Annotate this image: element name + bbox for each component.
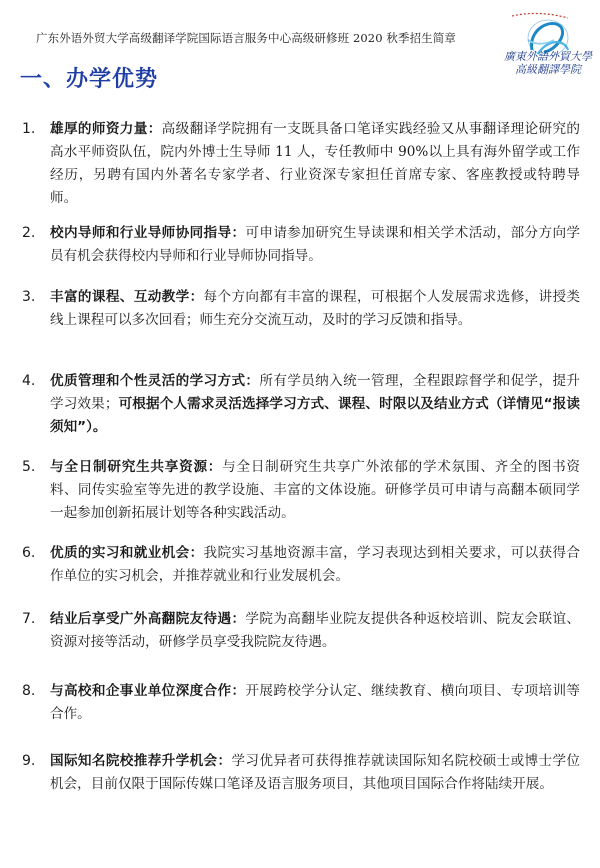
item-lead: 优质管理和个性灵活的学习方式：	[50, 373, 260, 389]
logo-caption-line2: 高級翻譯學院	[515, 63, 581, 76]
item-body	[50, 222, 580, 268]
item-body	[50, 456, 580, 525]
item-lead: 国际知名院校推荐升学机会：	[50, 753, 232, 769]
item-lead: 与全日制研究生共享资源：	[50, 459, 223, 475]
item-body	[50, 370, 580, 439]
item-number: 7.	[22, 611, 36, 627]
item-lead: 校内导师和行业导师协同指导：	[50, 225, 246, 241]
item-text: 每个方向都有丰富的课程，可根据个人发展需求选修，讲授类线上课程可以多次回看；师生充分交流互动，及时的学习反馈和指导。	[50, 289, 581, 328]
item-text: 与全日制研究生共享广外浓郁的学术氛围、齐全的图书资料、同传实验室等先进的教学设施、丰富的文体设施。研修学员可申请与高翻本硕同学一起参加创新拓展计划等各种实践活动。	[50, 459, 581, 521]
item-lead: 结业后享受广外高翻院友待遇：	[50, 611, 246, 627]
item-number: 2.	[22, 225, 36, 241]
item-body	[50, 750, 580, 796]
item-lead: 雄厚的师资力量：	[50, 121, 162, 137]
item-number: 3.	[22, 289, 36, 305]
item-text: 学习优异者可获得推荐就读国际知名院校硕士或博士学位机会，目前仅限于国际传媒口笔译及语言服务项目，其他项目国际合作将陆续开展。	[50, 753, 581, 792]
item-number: 9.	[22, 753, 36, 769]
item-lead: 丰富的课程、互动教学：	[50, 289, 204, 305]
item-body	[50, 608, 580, 654]
section-title: 一、办学优势	[20, 67, 159, 92]
item-text: 学院为高翻毕业院友提供各种返校培训、院友会联谊、资源对接等活动，研修学员享受我院院友待遇。	[50, 611, 581, 650]
header-title: 广东外语外贸大学高级翻译学院国际语言服务中心高级研修班 2020 秋季招生简章	[36, 31, 456, 45]
item-body	[50, 118, 580, 210]
item-text: 可申请参加研究生导读课和相关学术活动，部分方向学员有机会获得校内导师和行业导师协同指导。	[50, 225, 581, 264]
logo-caption-line1: 廣東外語外貿大學	[504, 50, 592, 63]
item-lead: 与高校和企事业单位深度合作：	[50, 683, 246, 699]
item-text: 高级翻译学院拥有一支既具备口笔译实践经验又从事翻译理论研究的高水平师资队伍，院内外博士生导师 11 人，专任教师中 90%以上具有海外留学或工作经历，另聘有国内外著名专家学者、行业资深专家担任首席专家、客座教授或特聘导师。	[50, 121, 580, 206]
item-text: 所有学员纳入统一管理，全程跟踪督学和促学，提升学习效果；	[50, 373, 581, 412]
item-text: 我院实习基地资源丰富，学习表现达到相关要求，可以获得合作单位的实习机会，并推荐就业和行业发展机会。	[50, 545, 581, 584]
item-body	[50, 680, 580, 726]
item-number: 6.	[22, 545, 36, 561]
item-number: 1.	[22, 121, 36, 137]
item-body	[50, 542, 580, 588]
item-text: 开展跨校学分认定、继续教育、横向项目、专项培训等合作。	[50, 683, 581, 722]
item-number: 4.	[22, 373, 36, 389]
item-number: 8.	[22, 683, 36, 699]
item-lead: 优质的实习和就业机会：	[50, 545, 204, 561]
item-emphasis: 可根据个人需求灵活选择学习方式、课程、时限以及结业方式（详情见“报读须知”）。	[50, 396, 581, 435]
item-body	[50, 286, 580, 332]
item-number: 5.	[22, 459, 36, 475]
logo-caption	[502, 50, 594, 76]
